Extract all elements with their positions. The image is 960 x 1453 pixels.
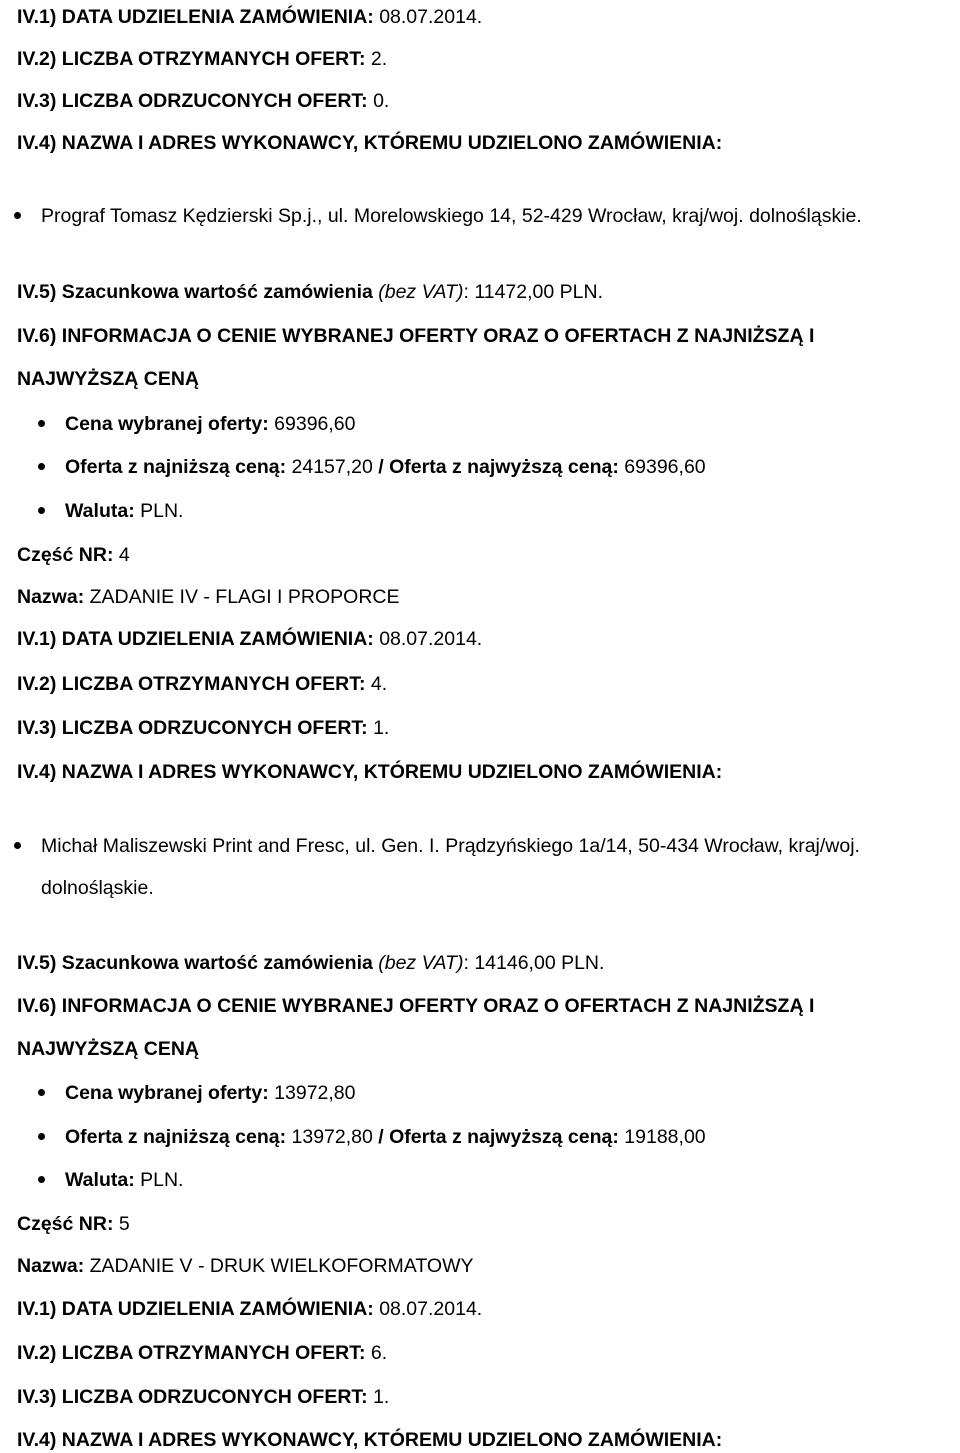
part-name-line [17,585,400,609]
part-name-label: Nazwa: [17,586,85,608]
price-info-heading-2: NAJWYŻSZĄ CENĄ [17,368,200,390]
offers-received-label: IV.2) LICZBA OTRZYMANYCH OFERT: [17,1342,366,1364]
highest-price-label: Oferta z najwyższą ceną: [389,1126,619,1148]
estimated-value-note: (bez VAT) [378,281,464,303]
part-number-line [17,543,130,567]
currency-value: PLN. [140,1169,184,1191]
lowest-price-value: 24157,20 [291,456,373,478]
offers-received-line [17,1341,387,1365]
highest-price-value: 69396,60 [624,456,706,478]
part-number-label: Część NR: [17,1213,114,1235]
bullet-icon [38,420,45,427]
estimated-value-line [17,280,603,304]
offers-rejected-line [17,716,389,740]
award-date-label: IV.1) DATA UDZIELENIA ZAMÓWIENIA: [17,6,374,28]
part-name-label: Nazwa: [17,1255,85,1277]
estimated-value-note: (bez VAT) [378,952,464,974]
lowest-price-value: 13972,80 [291,1126,373,1148]
estimated-value-label: IV.5) Szacunkowa wartość zamówienia [17,952,373,974]
currency-line [65,1168,183,1192]
selected-price-line [65,1081,356,1105]
offers-received-value: 4. [370,673,388,695]
part-number-value: 5 [118,1213,130,1235]
bullet-icon [38,507,45,514]
highest-price-value: 19188,00 [624,1126,706,1148]
offers-rejected-line [17,89,389,113]
part-name-value: ZADANIE V - DRUK WIELKOFORMATOWY [89,1255,474,1277]
offers-rejected-label: IV.3) LICZBA ODRZUCONYCH OFERT: [17,90,368,112]
separator: / [378,456,384,478]
contractor-heading: IV.4) NAZWA I ADRES WYKONAWCY, KTÓREMU UDZIELONO ZAMÓWIENIA: [17,761,723,783]
price-info-heading-1: IV.6) INFORMACJA O CENIE WYBRANEJ OFERTY ORAZ O OFERTACH Z NAJNIŻSZĄ I [17,995,815,1017]
award-date-line [17,1297,482,1321]
part-name-value: ZADANIE IV - FLAGI I PROPORCE [89,586,400,608]
bullet-icon [38,1176,45,1183]
estimated-value-line [17,951,604,975]
bullet-icon [14,842,21,849]
estimated-value-amount: : 11472,00 PLN. [463,281,603,303]
bullet-icon [38,463,45,470]
contractor-address-1: Michał Maliszewski Print and Fresc, ul. Gen. I. Prądzyńskiego 1a/14, 50-434 Wrocław, kraj/woj. [41,835,860,857]
bullet-icon [14,212,21,219]
award-date-value: 08.07.2014. [379,6,483,28]
lowest-price-label: Oferta z najniższą ceną: [65,1126,287,1148]
contractor-address: Prograf Tomasz Kędzierski Sp.j., ul. Morelowskiego 14, 52-429 Wrocław, kraj/woj. dolnośląskie. [41,205,862,227]
currency-label: Waluta: [65,500,135,522]
highest-price-label: Oferta z najwyższą ceną: [389,456,619,478]
selected-price-value: 13972,80 [274,1082,356,1104]
estimated-value-amount: : 14146,00 PLN. [463,952,605,974]
award-date-label: IV.1) DATA UDZIELENIA ZAMÓWIENIA: [17,628,374,650]
award-date-line [17,5,482,29]
contractor-address-2: dolnośląskie. [41,877,154,899]
offers-rejected-label: IV.3) LICZBA ODRZUCONYCH OFERT: [17,1386,368,1408]
part-number-label: Część NR: [17,544,114,566]
offers-rejected-value: 0. [373,90,390,112]
selected-price-label: Cena wybranej oferty: [65,413,269,435]
price-info-heading-1: IV.6) INFORMACJA O CENIE WYBRANEJ OFERTY ORAZ O OFERTACH Z NAJNIŻSZĄ I [17,325,815,347]
selected-price-label: Cena wybranej oferty: [65,1082,269,1104]
price-info-heading-2: NAJWYŻSZĄ CENĄ [17,1038,200,1060]
bullet-icon [38,1133,45,1140]
offers-received-value: 6. [370,1342,388,1364]
award-date-value: 08.07.2014. [379,628,483,650]
estimated-value-label: IV.5) Szacunkowa wartość zamówienia [17,281,373,303]
currency-value: PLN. [140,500,184,522]
bullet-icon [38,1089,45,1096]
contractor-heading: IV.4) NAZWA I ADRES WYKONAWCY, KTÓREMU UDZIELONO ZAMÓWIENIA: [17,1429,723,1451]
separator: / [378,1126,384,1148]
currency-label: Waluta: [65,1169,135,1191]
price-range-line [65,1125,706,1149]
offers-received-label: IV.2) LICZBA OTRZYMANYCH OFERT: [17,673,366,695]
offers-rejected-label: IV.3) LICZBA ODRZUCONYCH OFERT: [17,717,368,739]
part-name-line [17,1254,474,1278]
offers-rejected-value: 1. [373,717,390,739]
selected-price-line [65,412,356,436]
price-range-line [65,455,706,479]
offers-rejected-value: 1. [373,1386,390,1408]
offers-received-line [17,672,387,696]
selected-price-value: 69396,60 [274,413,356,435]
award-date-label: IV.1) DATA UDZIELENIA ZAMÓWIENIA: [17,1298,374,1320]
award-date-value: 08.07.2014. [379,1298,483,1320]
offers-received-line [17,47,387,71]
offers-received-label: IV.2) LICZBA OTRZYMANYCH OFERT: [17,48,366,70]
lowest-price-label: Oferta z najniższą ceną: [65,456,287,478]
part-number-line [17,1212,130,1236]
part-number-value: 4 [118,544,130,566]
contractor-heading: IV.4) NAZWA I ADRES WYKONAWCY, KTÓREMU UDZIELONO ZAMÓWIENIA: [17,132,723,154]
currency-line [65,499,183,523]
award-date-line [17,627,482,651]
offers-received-value: 2. [370,48,388,70]
offers-rejected-line [17,1385,389,1409]
